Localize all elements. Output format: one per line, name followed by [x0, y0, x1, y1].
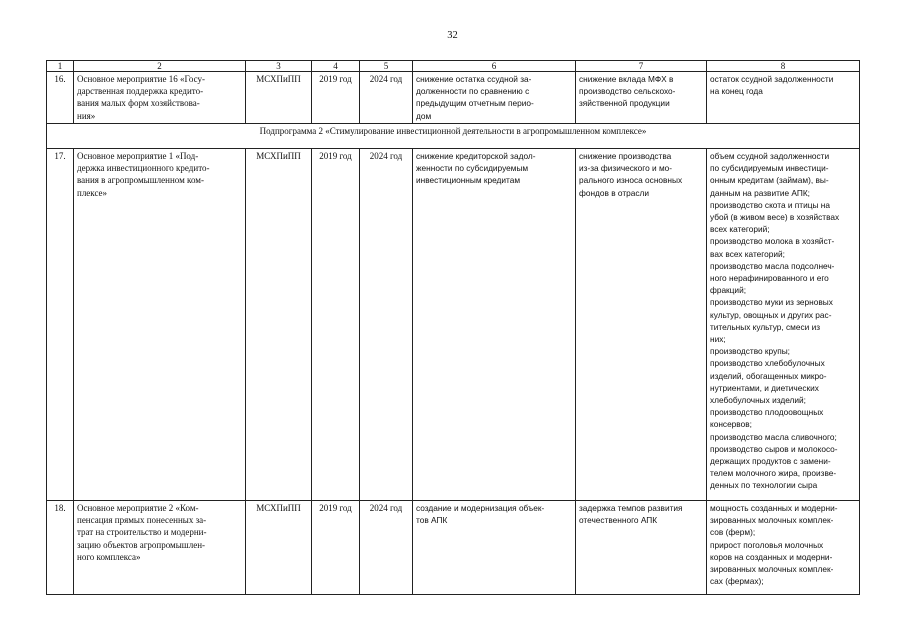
target-indicators-line: по субсидируемым инвестици-: [710, 163, 829, 174]
target-indicators-line: фракций;: [710, 285, 747, 296]
column-number: 2: [74, 61, 246, 72]
non-implementation-consequence: [576, 501, 707, 595]
column-number: 6: [413, 61, 576, 72]
measure-name-line: Основное мероприятие 16 «Госу-: [77, 74, 205, 84]
end-year: 2024 год: [360, 149, 413, 501]
measure-name-line: зацию объектов агропромышлен-: [77, 539, 206, 550]
target-indicators-line: вах всех категорий;: [710, 248, 785, 259]
target-indicators-line: телем молочного жира, произве-: [710, 468, 837, 479]
non-implementation-consequence-line: производство сельскохо-: [579, 86, 676, 97]
executor: МСХПиПП: [246, 72, 312, 124]
target-indicators-line: всех категорий;: [710, 224, 770, 235]
target-indicators-line: производство крупы;: [710, 346, 790, 357]
column-number: 1: [47, 61, 74, 72]
expected-result-line: женности по субсидируемым: [416, 163, 529, 174]
expected-result-line: тов АПК: [416, 515, 448, 526]
target-indicators-line: прирост поголовья молочных: [710, 539, 824, 550]
measure-name-line: плексе»: [77, 187, 108, 198]
target-indicators-line: производство масла сливочного;: [710, 431, 837, 442]
measure-name-line: ния»: [77, 110, 96, 121]
target-indicators-line: производство сыров и молокосо-: [710, 443, 838, 454]
non-implementation-consequence: [576, 149, 707, 501]
target-indicators-line: мощность созданных и модерни-: [710, 503, 838, 513]
target-indicators-line: объем ссудной задолженности: [710, 151, 830, 161]
row-number: 18.: [47, 501, 74, 595]
start-year: 2019 год: [312, 149, 360, 501]
target-indicators: [707, 72, 860, 124]
page-number: 32: [447, 30, 458, 41]
measure-name: [74, 72, 246, 124]
target-indicators-line: производство хлебобулочных: [710, 358, 825, 369]
target-indicators-line: сах (фермах);: [710, 576, 764, 587]
subprogram-row: [47, 124, 860, 149]
target-indicators-line: консервов;: [710, 419, 752, 430]
measure-name-line: держка инвестиционного кредито-: [77, 163, 210, 174]
target-indicators-line: производство молока в хозяйст-: [710, 236, 835, 247]
expected-result-line: снижение остатка ссудной за-: [416, 74, 532, 84]
target-indicators-line: убой (в живом весе) в хозяйствах: [710, 212, 840, 223]
target-indicators-line: производство муки из зерновых: [710, 297, 833, 308]
executor: МСХПиПП: [246, 149, 312, 501]
expected-result-line: создание и модернизация объек-: [416, 503, 545, 513]
expected-result: [413, 501, 576, 595]
non-implementation-consequence-line: снижение производства: [579, 151, 672, 161]
column-number: 4: [312, 61, 360, 72]
target-indicators: [707, 501, 860, 595]
measure-name-line: ного комплекса»: [77, 551, 141, 562]
row-number: 16.: [47, 72, 74, 124]
target-indicators-line: производство масла подсолнеч-: [710, 260, 835, 271]
expected-result-line: дом: [416, 110, 432, 121]
executor: МСХПиПП: [246, 501, 312, 595]
measure-name-line: Основное мероприятие 2 «Ком-: [77, 503, 199, 513]
target-indicators-line: онным кредитам (займам), вы-: [710, 175, 829, 186]
target-indicators-line: зированных молочных комплек-: [710, 515, 834, 526]
expected-result-line: инвестиционным кредитам: [416, 175, 521, 186]
table-row: [47, 72, 860, 124]
column-number: 8: [707, 61, 860, 72]
target-indicators-line: хлебобулочных изделий;: [710, 395, 806, 406]
expected-result-line: долженности по сравнению с: [416, 86, 530, 97]
start-year: 2019 год: [312, 501, 360, 595]
expected-result-line: предыдущим отчетным перио-: [416, 98, 534, 109]
expected-result-line: снижение кредиторской задол-: [416, 151, 536, 161]
column-number: 7: [576, 61, 707, 72]
target-indicators-line: данным на развитие АПК;: [710, 187, 810, 198]
measure-name: [74, 149, 246, 501]
column-number-row: [47, 61, 860, 72]
measure-name-line: вания малых форм хозяйствова-: [77, 98, 200, 109]
row-number: 17.: [47, 149, 74, 501]
non-implementation-consequence: [576, 72, 707, 124]
non-implementation-consequence-line: отечественного АПК: [579, 515, 658, 526]
target-indicators-line: производство плодоовощных: [710, 407, 824, 418]
subprogram-title: Подпрограмма 2 «Стимулирование инвестиционной деятельности в агропромышленном комплексе»: [47, 124, 860, 149]
target-indicators-line: производство скота и птицы на: [710, 199, 830, 210]
target-indicators-line: денных по технологии сыра: [710, 480, 818, 491]
measure-name: [74, 501, 246, 595]
measure-name-line: Основное мероприятие 1 «Под-: [77, 151, 199, 161]
non-implementation-consequence-line: фондов в отрасли: [579, 187, 649, 198]
measure-name-line: дарственная поддержка кредито-: [77, 86, 204, 97]
target-indicators-line: нутриентами, и диетических: [710, 382, 819, 393]
start-year: 2019 год: [312, 72, 360, 124]
non-implementation-consequence-line: рального износа основных: [579, 175, 683, 186]
target-indicators-line: на конец года: [710, 86, 763, 97]
target-indicators-line: сов (ферм);: [710, 527, 756, 538]
target-indicators-line: тительных культур, смеси из: [710, 321, 821, 332]
non-implementation-consequence-line: задержка темпов развития: [579, 503, 683, 513]
end-year: 2024 год: [360, 501, 413, 595]
target-indicators-line: коров на созданных и модерни-: [710, 551, 833, 562]
target-indicators-line: них;: [710, 334, 726, 345]
non-implementation-consequence-line: из-за физического и мо-: [579, 163, 673, 174]
end-year: 2024 год: [360, 72, 413, 124]
non-implementation-consequence-line: зяйственной продукции: [579, 98, 670, 109]
expected-result: [413, 149, 576, 501]
target-indicators-line: культур, овощных и других рас-: [710, 309, 832, 320]
target-indicators-line: ного нерафинированного и его: [710, 273, 829, 284]
non-implementation-consequence-line: снижение вклада МФХ в: [579, 74, 674, 84]
target-indicators-line: изделий, обогащенных микро-: [710, 370, 827, 381]
expected-result: [413, 72, 576, 124]
table-row: [47, 149, 860, 501]
measure-name-line: пенсация прямых понесенных за-: [77, 515, 207, 526]
measures-table: [46, 60, 860, 595]
table-row: [47, 501, 860, 595]
column-number: 5: [360, 61, 413, 72]
target-indicators-line: остаток ссудной задолженности: [710, 74, 834, 84]
column-number: 3: [246, 61, 312, 72]
target-indicators: [707, 149, 860, 501]
measure-name-line: трат на строительство и модерни-: [77, 527, 207, 538]
measure-name-line: вания в агропромышленном ком-: [77, 175, 204, 186]
target-indicators-line: держащих продуктов с замени-: [710, 456, 831, 467]
target-indicators-line: зированных молочных комплек-: [710, 564, 834, 575]
